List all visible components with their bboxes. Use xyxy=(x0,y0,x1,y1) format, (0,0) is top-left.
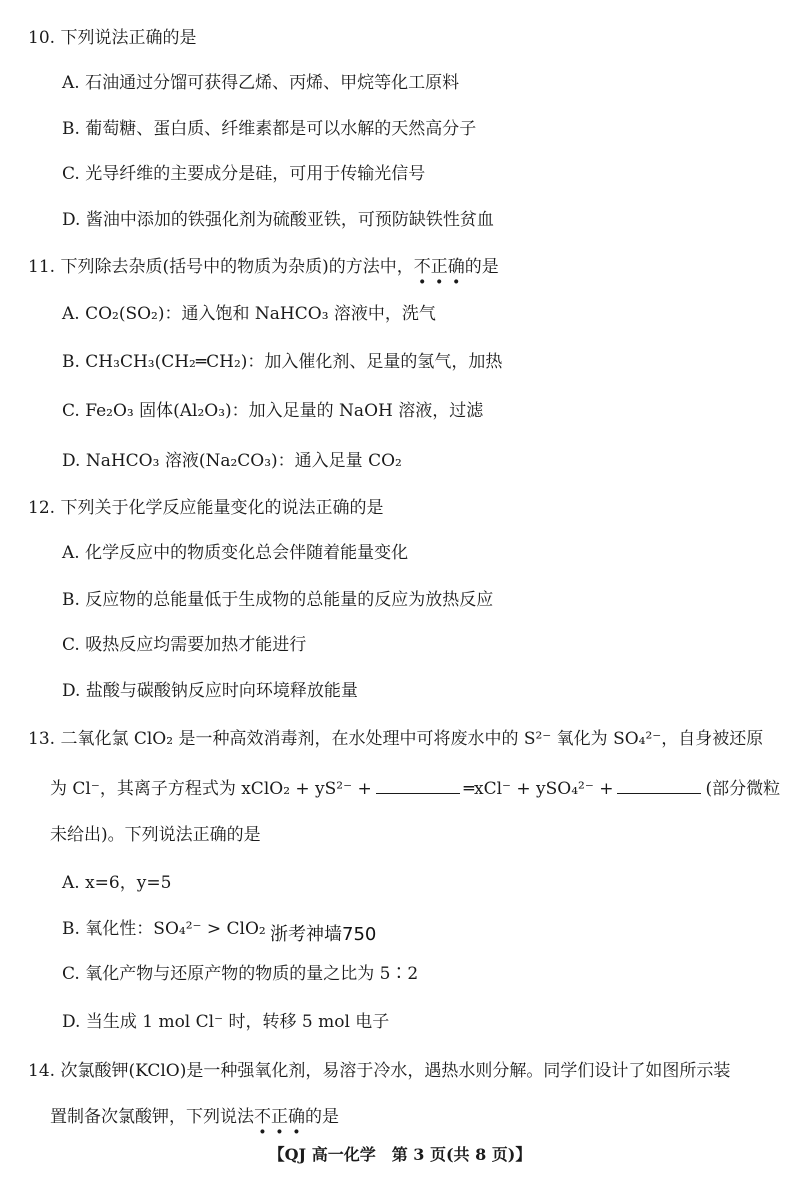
q14-emphasis-char: 确 xyxy=(288,1107,305,1127)
q10-option-b: B. 葡萄糖、蛋白质、纤维素都是可以水解的天然高分子 xyxy=(62,119,477,139)
q13-note: (部分微粒 xyxy=(705,779,781,799)
q13-equation-right: ═xCl⁻ + ySO₄²⁻ + xyxy=(463,779,614,799)
q11-stem xyxy=(28,256,499,278)
q12-stem: 12. 下列关于化学反应能量变化的说法正确的是 xyxy=(28,498,384,518)
q12-option-b: B. 反应物的总能量低于生成物的总能量的反应为放热反应 xyxy=(62,590,494,610)
q11-option-d: D. NaHCO₃ 溶液(Na₂CO₃)：通入足量 CO₂ xyxy=(62,451,402,471)
q14-emphasis-char: 不 xyxy=(254,1107,271,1127)
q11-stem-tail: 的是 xyxy=(464,257,499,277)
q13-option-b: B. 氧化性：SO₄²⁻ > ClO₂ xyxy=(62,919,266,939)
q12-option-d: D. 盐酸与碳酸钠反应时向环境释放能量 xyxy=(62,681,358,701)
q10-option-c: C. 光导纤维的主要成分是硅，可用于传输光信号 xyxy=(62,164,426,184)
q13-stem-line1: 13. 二氧化氯 ClO₂ 是一种高效消毒剂，在水处理中可将废水中的 S²⁻ 氧化为 SO₄²⁻，自身被还原 xyxy=(28,729,764,749)
q14-stem-line2 xyxy=(50,1106,339,1128)
q13-equation-left: 为 Cl⁻，其离子方程式为 xClO₂ + yS²⁻ + xyxy=(50,779,372,799)
q13-stem-line2 xyxy=(50,778,780,800)
q10-option-a: A. 石油通过分馏可获得乙烯、丙烯、甲烷等化工原料 xyxy=(62,73,460,93)
q11-option-a: A. CO₂(SO₂)：通入饱和 NaHCO₃ 溶液中，洗气 xyxy=(62,304,436,324)
q11-emphasis-char: 正 xyxy=(430,257,448,277)
answer-blank xyxy=(376,779,460,794)
answer-blank xyxy=(617,779,701,794)
q11-option-b: B. CH₃CH₃(CH₂═CH₂)：加入催化剂、足量的氢气，加热 xyxy=(62,352,503,372)
q11-stem-text: 11. 下列除去杂质(括号中的物质为杂质)的方法中， xyxy=(28,257,414,277)
watermark-text: 浙考神墙750 xyxy=(270,924,377,945)
q13-option-d: D. 当生成 1 mol Cl⁻ 时，转移 5 mol 电子 xyxy=(62,1012,390,1032)
q12-option-c: C. 吸热反应均需要加热才能进行 xyxy=(62,635,307,655)
q13-stem-line3: 未给出)。下列说法正确的是 xyxy=(50,825,261,845)
q10-option-d: D. 酱油中添加的铁强化剂为硫酸亚铁，可预防缺铁性贫血 xyxy=(62,210,494,230)
q11-emphasis-char: 不 xyxy=(413,257,431,277)
q11-emphasis-char: 确 xyxy=(447,257,465,277)
q11-option-c: C. Fe₂O₃ 固体(Al₂O₃)：加入足量的 NaOH 溶液，过滤 xyxy=(62,401,484,421)
q14-emphasis-char: 正 xyxy=(271,1107,288,1127)
q13-option-a: A. x=6，y=5 xyxy=(62,873,172,893)
page-footer: 【QJ 高一化学 第 3 页(共 8 页)】 xyxy=(268,1145,532,1164)
q10-stem: 10. 下列说法正确的是 xyxy=(28,28,197,48)
q14-stem-line1: 14. 次氯酸钾(KClO)是一种强氧化剂，易溶于冷水，遇热水则分解。同学们设计了如图所示装 xyxy=(28,1061,731,1081)
q13-option-c: C. 氧化产物与还原产物的物质的量之比为 5∶2 xyxy=(62,964,419,984)
q14-stem-tail: 的是 xyxy=(305,1107,339,1127)
q12-option-a: A. 化学反应中的物质变化总会伴随着能量变化 xyxy=(62,543,409,563)
q14-stem-text: 置制备次氯酸钾，下列说法 xyxy=(50,1107,254,1127)
